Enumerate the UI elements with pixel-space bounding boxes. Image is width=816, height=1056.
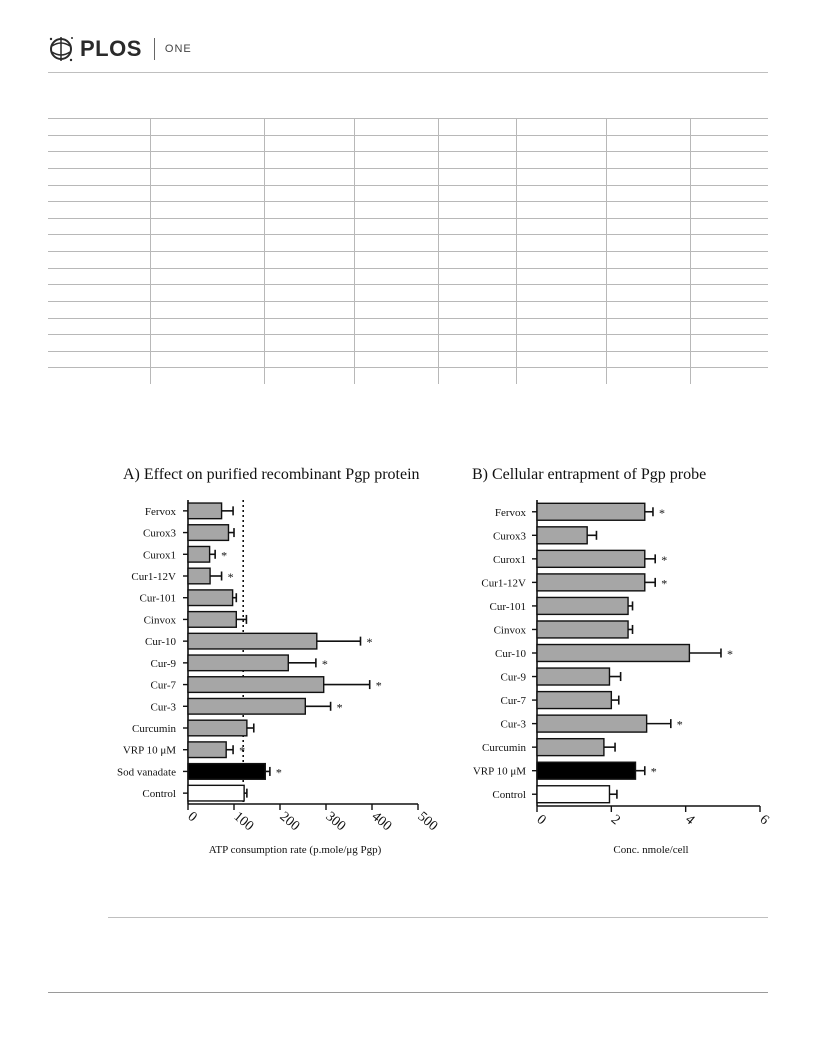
bar: [188, 546, 210, 562]
bar: [537, 715, 647, 732]
bar: [537, 550, 645, 567]
significance-marker: *: [227, 570, 234, 584]
significance-marker: *: [661, 552, 668, 567]
category-label: Fervox: [494, 506, 526, 519]
bar: [188, 742, 226, 758]
x-tick-label: 200: [276, 809, 303, 835]
bar: [188, 677, 324, 693]
significance-marker: *: [676, 717, 683, 732]
significance-marker: *: [275, 765, 282, 780]
bar: [537, 692, 611, 709]
x-axis-label: ATP consumption rate (p.mole/μg Pgp): [208, 844, 382, 856]
bar: [188, 655, 288, 671]
x-tick-label: 4: [682, 812, 698, 829]
bar: [188, 503, 222, 519]
category-label: VRP 10 μM: [472, 765, 526, 778]
significance-marker: *: [658, 505, 665, 520]
bar: [537, 597, 628, 614]
bar: [537, 645, 689, 662]
category-label: Cur-9: [500, 671, 526, 684]
category-label: Cur-9: [150, 657, 176, 670]
bar: [537, 503, 645, 520]
category-label: Cinvox: [493, 624, 526, 637]
category-label: Cur-7: [500, 695, 526, 708]
category-label: Curox3: [493, 530, 526, 543]
x-tick-label: 300: [322, 809, 349, 835]
category-label: Control: [492, 789, 526, 802]
category-label: Curcumin: [132, 723, 176, 735]
bar: [537, 621, 628, 638]
significance-marker: *: [221, 548, 228, 563]
category-label: Cur1-12V: [481, 577, 526, 590]
bar: [188, 525, 228, 541]
significance-marker: *: [336, 700, 343, 715]
journal-name: ONE: [164, 43, 192, 55]
category-label: Cur1-12V: [131, 571, 176, 583]
brand-name: PLOS: [80, 36, 142, 61]
category-label: Cur-3: [500, 718, 526, 731]
x-axis-label: Conc. nmole/cell: [613, 844, 689, 856]
caption-rule: [108, 917, 768, 918]
bar: [537, 739, 604, 756]
significance-marker: *: [366, 635, 373, 650]
bar: [188, 785, 244, 801]
bar: [188, 590, 233, 606]
bar: [188, 720, 247, 736]
category-label: Fervox: [144, 505, 176, 518]
category-label: Curox1: [493, 553, 526, 566]
category-label: Cur-10: [145, 636, 176, 649]
category-label: Cur-101: [139, 592, 176, 605]
bar: [188, 633, 317, 649]
bar: [537, 762, 635, 779]
chart-title: B) Cellular entrapment of Pgp probe: [472, 466, 707, 483]
x-tick-label: 400: [368, 809, 395, 835]
chart-title: A) Effect on purified recombinant Pgp protein: [123, 466, 420, 483]
x-tick-label: 0: [533, 812, 549, 829]
x-tick-label: 2: [607, 812, 623, 829]
category-label: Cur-3: [150, 701, 176, 714]
category-label: Sod vanadate: [117, 766, 176, 779]
x-tick-label: 100: [230, 809, 257, 835]
significance-marker: *: [239, 743, 246, 758]
bar: [188, 612, 236, 628]
significance-marker: *: [321, 656, 328, 671]
category-label: Cur-101: [489, 600, 526, 613]
category-label: Cur-7: [150, 679, 176, 692]
bar: [188, 698, 305, 714]
x-tick-label: 0: [184, 809, 200, 826]
footer-rule: [48, 992, 768, 993]
category-label: Cinvox: [143, 614, 176, 627]
bar: [537, 786, 609, 803]
bar: [188, 764, 265, 780]
category-label: Curcumin: [482, 742, 526, 755]
bar: [537, 574, 645, 591]
bar: [537, 668, 609, 685]
bar: [188, 568, 210, 584]
category-label: Curox3: [143, 527, 176, 540]
category-label: Control: [142, 788, 176, 801]
x-tick-label: 6: [756, 812, 772, 829]
significance-marker: *: [650, 764, 657, 779]
x-tick-label: 500: [414, 809, 441, 835]
category-label: Cur-10: [495, 648, 526, 660]
category-label: VRP 10 μM: [122, 744, 176, 757]
category-label: Curox1: [143, 549, 176, 562]
significance-marker: *: [726, 647, 733, 661]
significance-marker: *: [375, 678, 382, 693]
significance-marker: *: [661, 576, 668, 591]
bar: [537, 527, 587, 544]
